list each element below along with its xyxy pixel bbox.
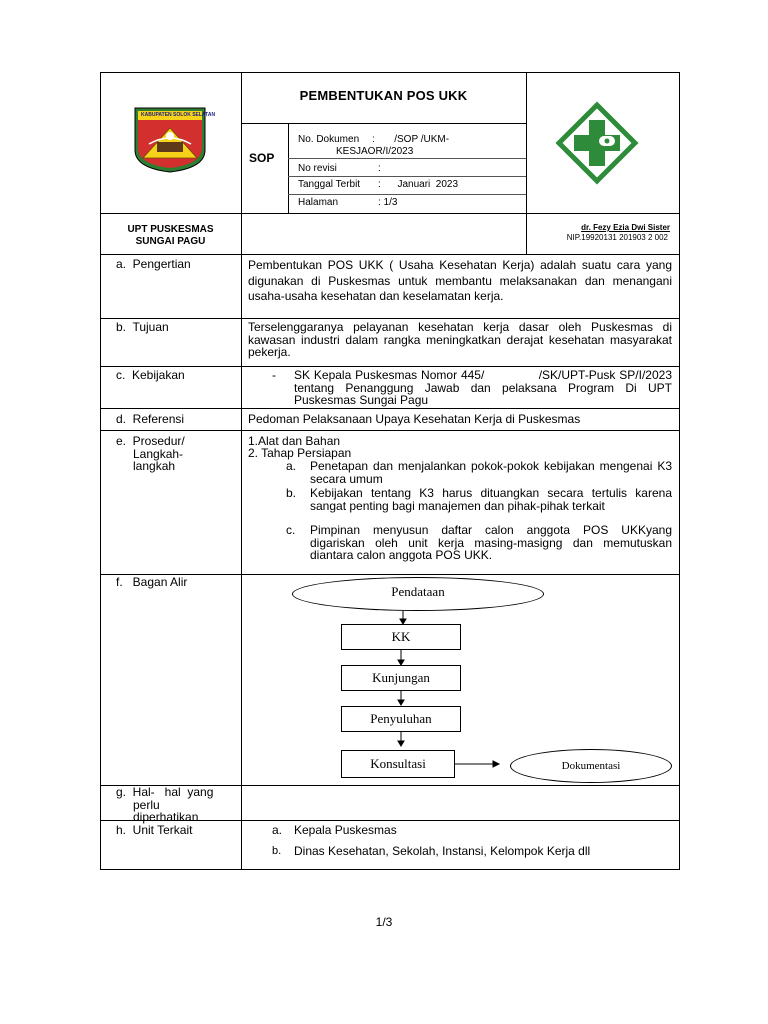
section-h-b-text: Dinas Kesehatan, Sekolah, Instansi, Kelompok Kerja dll [294, 844, 591, 858]
section-b-label: b. Tujuan [116, 320, 169, 334]
flow-step-kunjungan-label: Kunjungan [372, 670, 430, 685]
doc-number-value: : /SOP /UKM- [372, 134, 450, 145]
org-line-2: SUNGAI PAGU [135, 236, 206, 247]
table-top-border [100, 72, 680, 73]
revision-value: : [378, 163, 381, 174]
section-h-a-text: Kepala Puskesmas [294, 823, 397, 837]
sop-label: SOP [249, 151, 275, 165]
section-a-text: Pembentukan POS UKK ( Usaha Kesehatan Kerja) adalah suatu cara yang digunakan di Puskesmas untuk membantu melaksanakan dan menangani usaha-usaha kesehatan dan keselamatan kerja. [248, 258, 672, 303]
arrowhead [398, 700, 404, 705]
section-e-b-marker: b. [286, 486, 297, 500]
left-logo [133, 106, 216, 174]
org-name [100, 224, 241, 248]
flow-step-penyuluhan-label: Penyuluhan [370, 711, 432, 726]
section-b-text: Terselenggaranya pelayanan kesehatan kerja dasar oleh Puskesmas di kawasan industri dalam rangka meningkatkan derajat kesehatan masyarakat pekerja. [248, 320, 672, 360]
flow-step-penyuluhan [341, 706, 461, 732]
section-e-a-marker: a. [286, 459, 297, 473]
section-h-b-marker: b. [272, 845, 282, 857]
table-right-border [679, 72, 680, 870]
row-b-bottom [100, 366, 680, 367]
section-d-label: d. Referensi [116, 412, 185, 426]
flow-step-kk [341, 624, 461, 650]
row-a-bottom [100, 318, 680, 319]
flow-step-konsultasi [341, 750, 455, 778]
section-a-label: a. Pengertian [116, 257, 191, 271]
title-row-bottom [241, 123, 526, 124]
section-d-text: Pedoman Pelaksanaan Upaya Kesehatan Kerja di Puskesmas [248, 412, 581, 426]
section-e-label-1: e. Prosedur/ [116, 434, 185, 448]
revision-divider [288, 176, 526, 177]
row-c-bottom [100, 408, 680, 409]
revision-label: No revisi [298, 163, 337, 174]
section-e-label-2: Langkah- [133, 446, 184, 461]
flow-start-ellipse [292, 577, 544, 611]
issue-date-divider [288, 194, 526, 195]
signature-row-bottom [100, 254, 680, 255]
row-d-bottom [100, 430, 680, 431]
signatory-nip: NIP.19920131 201903 2 002 [566, 233, 668, 242]
section-g-label-3: diperhatikan [133, 810, 199, 825]
page-number: 1/3 [375, 915, 393, 929]
header-right-divider [526, 72, 527, 254]
flow-start-label: Pendataan [391, 584, 445, 599]
org-line-1: UPT PUSKESMAS [127, 224, 214, 235]
section-e-c-marker: c. [286, 523, 296, 537]
flow-step-konsultasi-label: Konsultasi [370, 756, 426, 771]
header-bottom-border [100, 213, 680, 214]
arrowhead [398, 741, 404, 746]
section-c-dash: - [272, 368, 276, 382]
section-g-label [116, 786, 234, 824]
section-g-label-1: g. Hal- hal yang [116, 785, 214, 799]
issue-date-label: Tanggal Terbit [298, 179, 361, 190]
signatory-name: dr. Fezy Ezia Dwi Sister [581, 223, 670, 232]
section-e-a-text: Penetapan dan menjalankan pokok-pokok kebijakan mengenai K3 secara umum [310, 459, 672, 486]
table-left-border [100, 72, 101, 870]
flow-step-kk-label: KK [391, 629, 411, 644]
section-h-a-marker: a. [272, 823, 283, 837]
arrowhead [493, 761, 499, 767]
section-h-label: h. Unit Terkait [116, 823, 193, 837]
section-e-c-text: Pimpinan menyusun daftar calon anggota POS UKKyang digariskan oleh unit kerja masing-masigng dan memutuskan diantara calon anggota POS UKK. [310, 523, 672, 563]
page-title: PEMBENTUKAN POS UKK [299, 88, 468, 103]
doc-number-divider [288, 158, 526, 159]
section-g-label-2: perlu [133, 797, 160, 812]
section-c-label: c. Kebijakan [116, 368, 185, 382]
table-bottom-border [100, 869, 680, 870]
issue-date-value: : Januari 2023 [378, 179, 459, 190]
flow-output-ellipse [510, 749, 672, 783]
left-logo-text: KABUPATEN SOLOK SELATAN [141, 112, 216, 118]
flow-step-kunjungan [341, 665, 461, 691]
doc-number-label: No. Dokumen [298, 134, 360, 145]
page-label: Halaman [298, 197, 339, 208]
section-c-text: SK Kepala Puskesmas Nomor 445/ /SK/UPT-Pusk SP/I/2023 tentang Penanggung Jawab dan pelaksana Program Di UPT Puskesmas Sungai Pagu [294, 368, 676, 408]
puskesmas-logo [556, 102, 638, 184]
section-e-step-1: 1.Alat dan Bahan [248, 434, 341, 448]
section-f-label: f. Bagan Alir [116, 575, 188, 589]
section-e-label-3: langkah [133, 459, 176, 474]
section-e-b-text: Kebijakan tentang K3 harus dituangkan secara tertulis karena sangat penting bagi manajemen dan pihak-pihak terkait [310, 486, 672, 513]
section-e-step-2: 2. Tahap Persiapan [248, 446, 352, 460]
header-sop-divider [288, 123, 289, 213]
section-e-label [116, 435, 185, 473]
doc-number-value-2: KESJAOR/I/2023 [336, 146, 414, 157]
page-value: : 1/3 [378, 197, 398, 208]
flow-output-label: Dokumentasi [561, 760, 621, 772]
